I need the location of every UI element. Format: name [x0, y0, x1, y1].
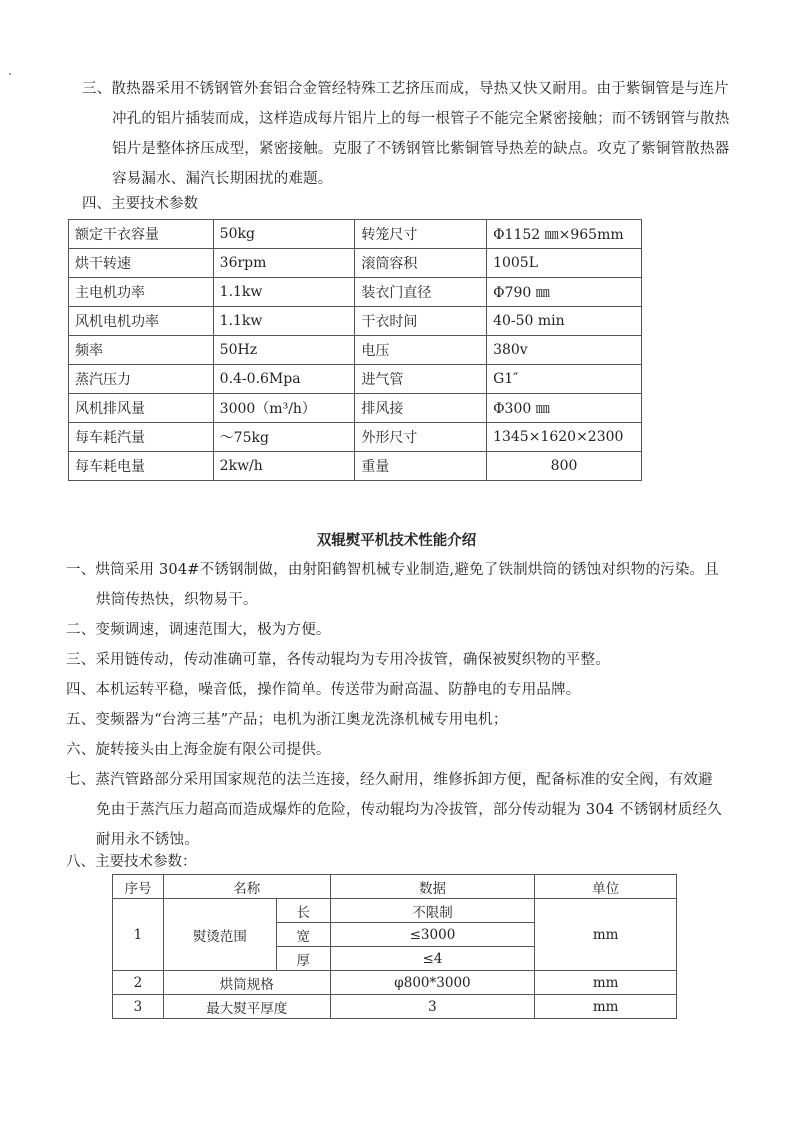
- param-value: 0.4-0.6Mpa: [213, 365, 355, 394]
- param-value: Φ790 ㎜: [487, 278, 642, 307]
- param-label: 额定干衣容量: [69, 220, 214, 249]
- dryer-spec-table: [68, 219, 642, 481]
- list-item: 七、蒸汽管路部分采用国家规范的法兰连接，经久耐用，维修拆卸方便，配备标准的安全阀，有效避: [66, 772, 713, 788]
- cell-name: 烘筒规格: [163, 971, 330, 995]
- cell-sub-label: 宽: [276, 923, 330, 947]
- cell-name: 最大熨平厚度: [163, 995, 330, 1019]
- cell-unit: mm: [535, 971, 677, 995]
- cell-value: 3: [330, 995, 535, 1019]
- table-row: [69, 249, 642, 278]
- list-item: 二、变频调速，调速范围大，极为方便。: [66, 622, 331, 638]
- list-item: 四、本机运转平稳，噪音低，操作简单。传送带为耐高温、防静电的专用品牌。: [66, 682, 581, 698]
- param-value: 1345×1620×2300: [487, 423, 642, 452]
- table-row: [69, 278, 642, 307]
- table-row: [69, 220, 642, 249]
- header-data: 数据: [330, 875, 535, 899]
- param-value: 50Hz: [213, 336, 355, 365]
- cell-sub-label: 厚: [276, 947, 330, 971]
- param-label: 转笼尺寸: [355, 220, 487, 249]
- param-value: 1005L: [487, 249, 642, 278]
- param-value: 1.1kw: [213, 307, 355, 336]
- table-header-row: [113, 875, 677, 899]
- list-item-continuation: 耐用永不锈蚀。: [96, 832, 199, 848]
- param-label: 装衣门直径: [355, 278, 487, 307]
- cell-unit: mm: [535, 995, 677, 1019]
- param-value: 380v: [487, 336, 642, 365]
- ironer-params-table: [112, 874, 677, 1019]
- cell-index: 1: [113, 899, 164, 971]
- cell-name: 熨烫范围: [163, 899, 276, 971]
- param-label: 电压: [355, 336, 487, 365]
- section-title-ironer-params: 八、主要技术参数：: [66, 854, 197, 870]
- table-row: [69, 336, 642, 365]
- table-row: [69, 423, 642, 452]
- param-value: Φ300 ㎜: [487, 394, 642, 423]
- param-label: 风机排风量: [69, 394, 214, 423]
- cell-value: 不限制: [330, 899, 535, 923]
- paragraph-line: 容易漏水、漏汽长期困扰的难题。: [112, 171, 333, 187]
- param-label: 频率: [69, 336, 214, 365]
- list-item-continuation: 免由于蒸汽压力超高而造成爆炸的危险，传动辊均为冷拔管，部分传动辊为 304 不锈钢材质经久: [96, 802, 722, 818]
- header-name: 名称: [163, 875, 330, 899]
- param-label: 干衣时间: [355, 307, 487, 336]
- param-value: 2kw/h: [213, 452, 355, 481]
- param-value: 40-50 min: [487, 307, 642, 336]
- param-label: 排风接: [355, 394, 487, 423]
- param-value: ～75kg: [213, 423, 355, 452]
- scan-speck: [9, 73, 11, 75]
- cell-unit: mm: [535, 899, 677, 971]
- param-label: 每车耗电量: [69, 452, 214, 481]
- param-value: 36rpm: [213, 249, 355, 278]
- list-item: 一、烘筒采用 304#不锈钢制做，由射阳鹤智机械专业制造,避免了铁制烘筒的锈蚀对织物的污染。且: [66, 562, 719, 578]
- section-title-main-params: 四、主要技术参数: [82, 196, 198, 212]
- param-label: 风机电机功率: [69, 307, 214, 336]
- ironer-heading: 双辊熨平机技术性能介绍: [316, 533, 477, 549]
- radiator-paragraph: [82, 74, 729, 194]
- param-label: 滚筒容积: [355, 249, 487, 278]
- cell-index: 2: [113, 971, 164, 995]
- param-value: 1.1kw: [213, 278, 355, 307]
- table-row: [69, 452, 642, 481]
- param-label: 进气管: [355, 365, 487, 394]
- list-item: 五、变频器为“台湾三基”产品；电机为浙江奥龙洗涤机械专用电机；: [66, 712, 508, 728]
- table-row: [69, 394, 642, 423]
- param-value: 800: [487, 452, 642, 481]
- cell-sub-label: 长: [276, 899, 330, 923]
- table-row: [113, 899, 677, 923]
- param-value: G1″: [487, 365, 642, 394]
- table-row: [69, 365, 642, 394]
- header-unit: 单位: [535, 875, 677, 899]
- header-index: 序号: [113, 875, 164, 899]
- paragraph-line: 冲孔的铝片插装而成，这样造成每片铝片上的每一根管子不能完全紧密接触；而不锈钢管与散热: [112, 111, 730, 127]
- param-label: 蒸汽压力: [69, 365, 214, 394]
- paragraph-line: 三、散热器采用不锈钢管外套铝合金管经特殊工艺挤压而成，导热又快又耐用。由于紫铜管是与连片: [82, 81, 729, 97]
- ironer-feature-list: [66, 555, 722, 855]
- list-item-continuation: 烘筒传热快，织物易干。: [96, 592, 258, 608]
- param-value: Φ1152 ㎜×965mm: [487, 220, 642, 249]
- table-row: [113, 971, 677, 995]
- cell-value: φ800*3000: [330, 971, 535, 995]
- paragraph-line: 铝片是整体挤压成型，紧密接触。克服了不锈钢管比紫铜管导热差的缺点。攻克了紫铜管散热器: [112, 141, 730, 157]
- param-label: 烘干转速: [69, 249, 214, 278]
- param-value: 50kg: [213, 220, 355, 249]
- cell-index: 3: [113, 995, 164, 1019]
- cell-value: ≤3000: [330, 923, 535, 947]
- param-label: 主电机功率: [69, 278, 214, 307]
- param-label: 外形尺寸: [355, 423, 487, 452]
- param-label: 重量: [355, 452, 487, 481]
- cell-value: ≤4: [330, 947, 535, 971]
- list-item: 三、采用链传动，传动准确可靠，各传动辊均为专用冷拔管，确保被熨织物的平整。: [66, 652, 610, 668]
- table-row: [69, 307, 642, 336]
- param-label: 每车耗汽量: [69, 423, 214, 452]
- param-value: 3000（m³/h）: [213, 394, 355, 423]
- list-item: 六、旋转接头由上海金旋有限公司提供。: [66, 742, 331, 758]
- table-row: [113, 995, 677, 1019]
